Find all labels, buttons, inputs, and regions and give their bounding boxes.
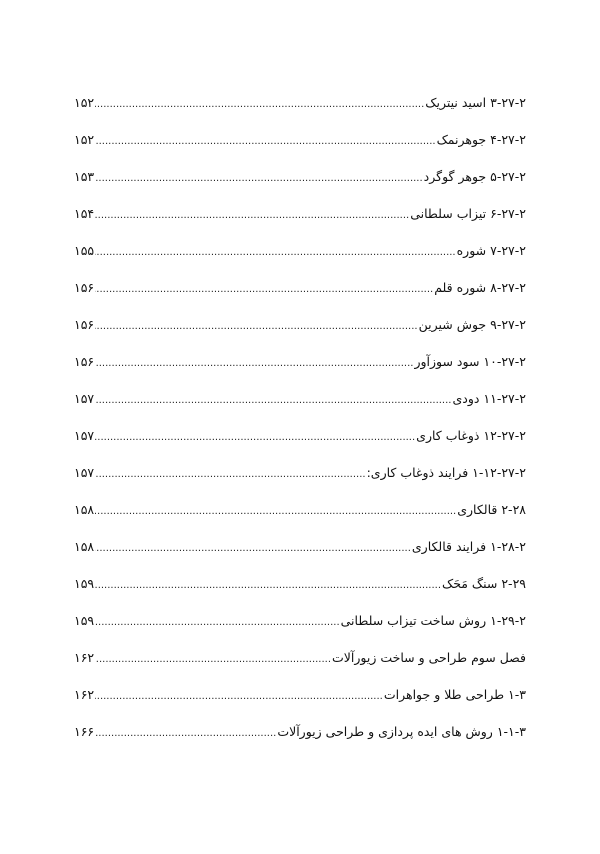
toc-leader-dots [95, 687, 383, 707]
toc-entry-page: ۱۵۳ [74, 169, 95, 184]
toc-entry-7 [74, 315, 526, 352]
toc-entry-title: ۷-۲۷-۲ شوره [456, 243, 526, 258]
toc-entry-page: ۱۵۷ [74, 465, 95, 480]
toc-entry-11 [74, 463, 526, 500]
toc-entry-5 [74, 241, 526, 278]
toc-entry-title: ۱۱-۲۷-۲ دودی [452, 391, 526, 406]
toc-entry-title: ۱-۱۲-۲۷-۲ فرایند ذوغاب کاری: [366, 465, 526, 480]
toc-entry-page: ۱۵۷ [74, 428, 95, 443]
toc-entry-title: ۸-۲۷-۲ شوره قلم [434, 280, 526, 295]
toc-leader-dots [95, 354, 413, 374]
toc-leader-dots [95, 169, 423, 189]
toc-entry-6 [74, 278, 526, 315]
toc-leader-dots [95, 132, 435, 152]
toc-leader-dots [95, 280, 433, 300]
toc-entry-title: فصل سوم طراحی و ساخت زیورآلات [332, 650, 526, 665]
toc-entry-title: ۶-۲۷-۲ تیزاب سلطانی [410, 206, 526, 221]
toc-entry-page: ۱۵۶ [74, 317, 95, 332]
toc-entry-10 [74, 426, 526, 463]
toc-entry-3 [74, 167, 526, 204]
toc-entry-page: ۱۵۸ [74, 539, 95, 554]
toc-entry-18 [74, 722, 526, 759]
toc-entry-1 [74, 93, 526, 130]
toc-leader-dots [95, 576, 441, 596]
toc-entry-13 [74, 537, 526, 574]
toc-leader-dots [95, 95, 424, 115]
toc-entry-page: ۱۵۲ [74, 132, 95, 147]
toc-entry-2 [74, 130, 526, 167]
toc-entry-title: ۱-۱-۳ روش های ایده پردازی و طراحی زیورآلات [277, 724, 526, 739]
toc-entry-page: ۱۵۹ [74, 576, 95, 591]
toc-entry-page: ۱۶۲ [74, 650, 95, 665]
toc-leader-dots [95, 428, 415, 448]
toc-entry-page: ۱۵۵ [74, 243, 95, 258]
toc-leader-dots [95, 206, 409, 226]
toc-entry-9 [74, 389, 526, 426]
toc-entry-page: ۱۵۲ [74, 95, 95, 110]
toc-leader-dots [95, 317, 417, 337]
toc-entry-title: ۹-۲۷-۲ جوش شیرین [418, 317, 526, 332]
toc-leader-dots [95, 539, 411, 559]
toc-entry-12 [74, 500, 526, 537]
toc-entry-title: ۲-۲۹ سنگ مَحَک [442, 576, 526, 591]
toc-entry-title: ۳-۲۷-۲ اسید نیتریک [425, 95, 526, 110]
toc-leader-dots [95, 650, 331, 670]
table-of-contents [74, 93, 526, 759]
toc-entry-title: ۱-۳ طراحی طلا و جواهرات [383, 687, 526, 702]
toc-entry-page: ۱۵۶ [74, 280, 95, 295]
toc-entry-page: ۱۵۶ [74, 354, 95, 369]
toc-leader-dots [95, 465, 365, 485]
toc-entry-page: ۱۵۸ [74, 502, 95, 517]
toc-entry-title: ۴-۲۷-۲ جوهرنمک [436, 132, 526, 147]
toc-leader-dots [95, 613, 339, 633]
toc-entry-15 [74, 611, 526, 648]
toc-entry-14 [74, 574, 526, 611]
toc-leader-dots [95, 243, 455, 263]
toc-entry-title: ۱۲-۲۷-۲ ذوغاب کاری [416, 428, 526, 443]
toc-entry-title: ۲-۲۸ قالکاری [457, 502, 526, 517]
toc-entry-title: ۱-۲۸-۲ فرایند قالکاری [411, 539, 526, 554]
toc-entry-4 [74, 204, 526, 241]
toc-leader-dots [95, 502, 456, 522]
toc-entry-title: ۱-۲۹-۲ روش ساخت تیزاب سلطانی [340, 613, 526, 628]
toc-entry-page: ۱۵۷ [74, 391, 95, 406]
toc-entry-title: ۱۰-۲۷-۲ سود سوزآور [414, 354, 526, 369]
toc-leader-dots [95, 391, 451, 411]
toc-entry-8 [74, 352, 526, 389]
toc-entry-17 [74, 685, 526, 722]
toc-entry-16 [74, 648, 526, 685]
toc-entry-page: ۱۵۴ [74, 206, 95, 221]
toc-entry-page: ۱۶۶ [74, 724, 95, 739]
toc-entry-page: ۱۵۹ [74, 613, 95, 628]
toc-entry-title: ۵-۲۷-۲ جوهر گوگرد [423, 169, 526, 184]
toc-entry-page: ۱۶۲ [74, 687, 95, 702]
toc-leader-dots [95, 724, 276, 744]
